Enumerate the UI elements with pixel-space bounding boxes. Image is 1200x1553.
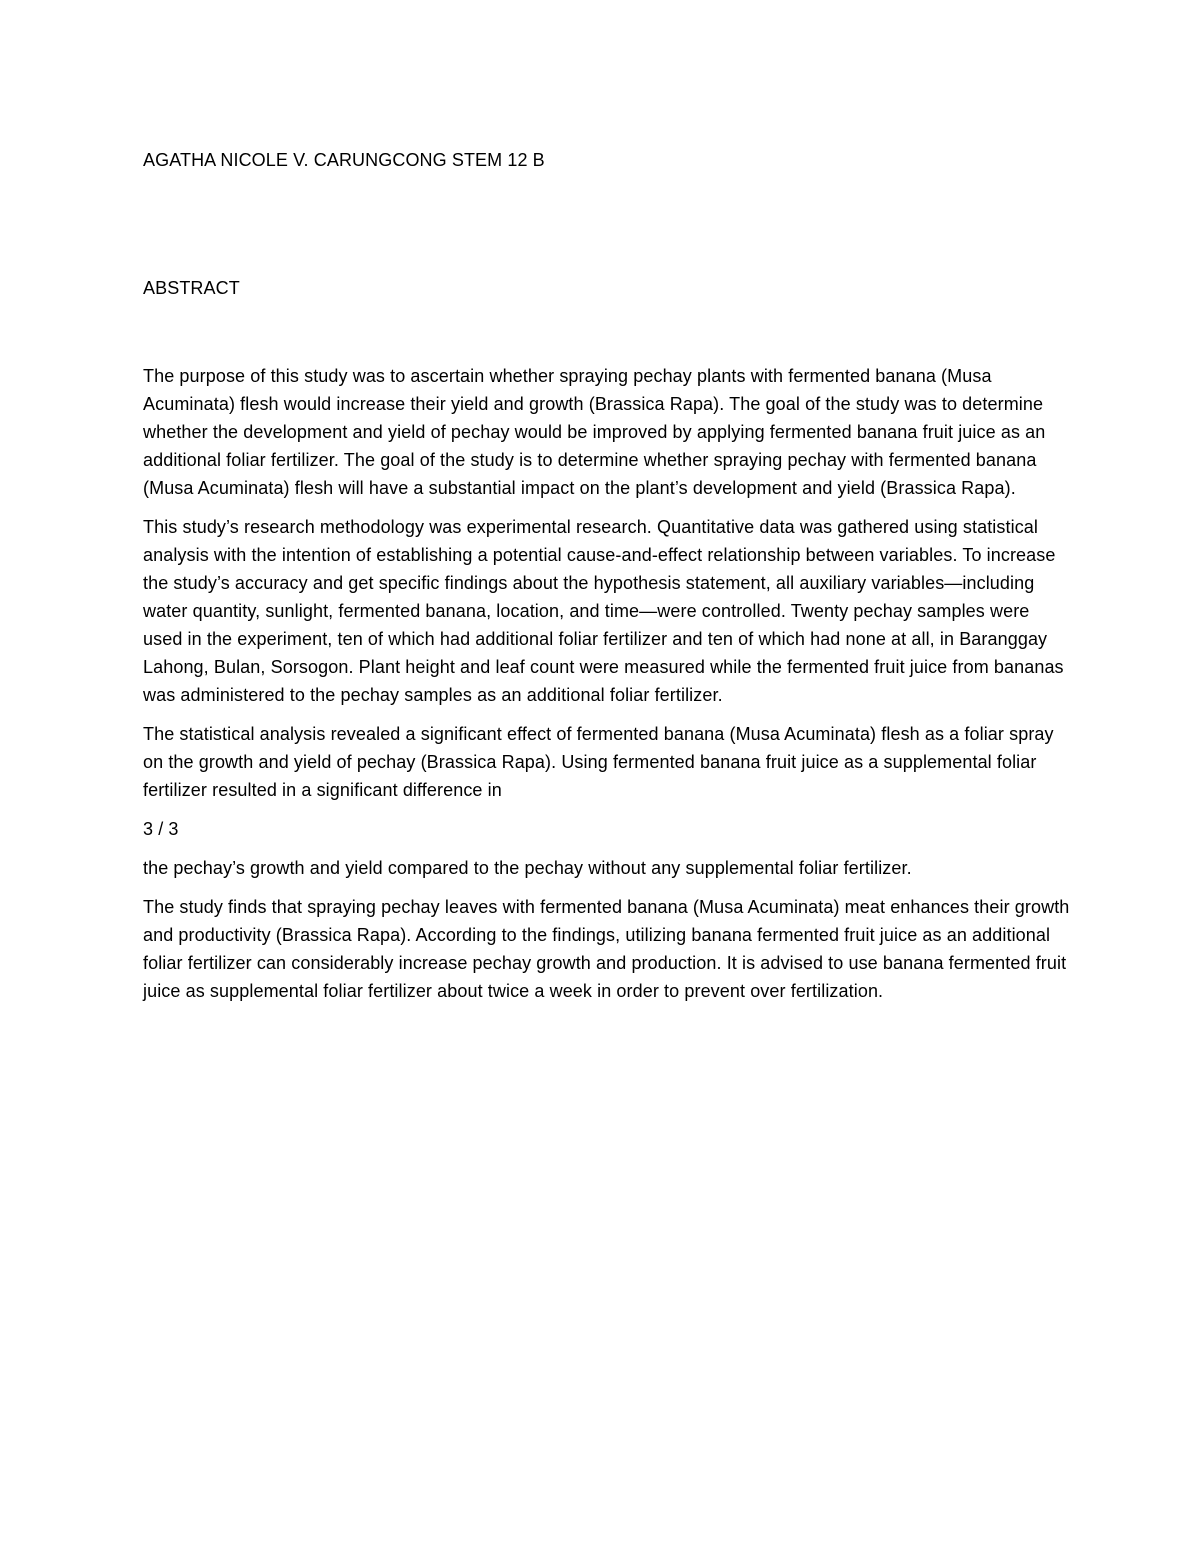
abstract-paragraph-analysis: The statistical analysis revealed a significant effect of fermented banana (Musa Acuminata) flesh as a foliar spray on the growth and yield of pechay (Brassica Rapa). Using fermented banana fruit juice as a supplemental foliar fertilizer resulted in a significant difference in — [143, 724, 1054, 800]
abstract-paragraph-purpose: The purpose of this study was to ascertain whether spraying pechay plants with fermented banana (Musa Acuminata) flesh would increase their yield and growth (Brassica Rapa). The goal of the study was to determine whether the development and yield of pechay would be improved by applying fermented banana fruit juice as an additional foliar fertilizer. The goal of the study is to determine whether spraying pechay with fermented banana (Musa Acuminata) flesh will have a substantial impact on the plant’s development and yield (Brassica Rapa). — [143, 366, 1046, 498]
page-number-marker: 3 / 3 — [143, 819, 179, 839]
abstract-paragraph-conclusion: The study finds that spraying pechay leaves with fermented banana (Musa Acuminata) meat enhances their growth and productivity (Brassica Rapa). According to the findings, utilizing banana fermented fruit juice as an additional foliar fertilizer can considerably increase pechay growth and production. It is advised to use banana fermented fruit juice as supplemental foliar fertilizer about twice a week in order to prevent over fertilization. — [143, 897, 1070, 1001]
abstract-paragraph-methodology: This study’s research methodology was experimental research. Quantitative data was gathered using statistical analysis with the intention of establishing a potential cause-and-effect relationship between variables. To increase the study’s accuracy and get specific findings about the hypothesis statement, all auxiliary variables—including water quantity, sunlight, fermented banana, location, and time—were controlled. Twenty pechay samples were used in the experiment, ten of which had additional foliar fertilizer and ten of which had none at all, in Baranggay Lahong, Bulan, Sorsogon. Plant height and leaf count were measured while the fermented fruit juice from bananas was administered to the pechay samples as an additional foliar fertilizer. — [143, 517, 1064, 705]
abstract-heading: ABSTRACT — [143, 278, 240, 298]
abstract-paragraph-continuation: the pechay’s growth and yield compared to the pechay without any supplemental foliar fertilizer. — [143, 858, 912, 878]
author-line: AGATHA NICOLE V. CARUNGCONG STEM 12 B — [143, 150, 545, 170]
abstract-body — [143, 362, 1073, 1016]
